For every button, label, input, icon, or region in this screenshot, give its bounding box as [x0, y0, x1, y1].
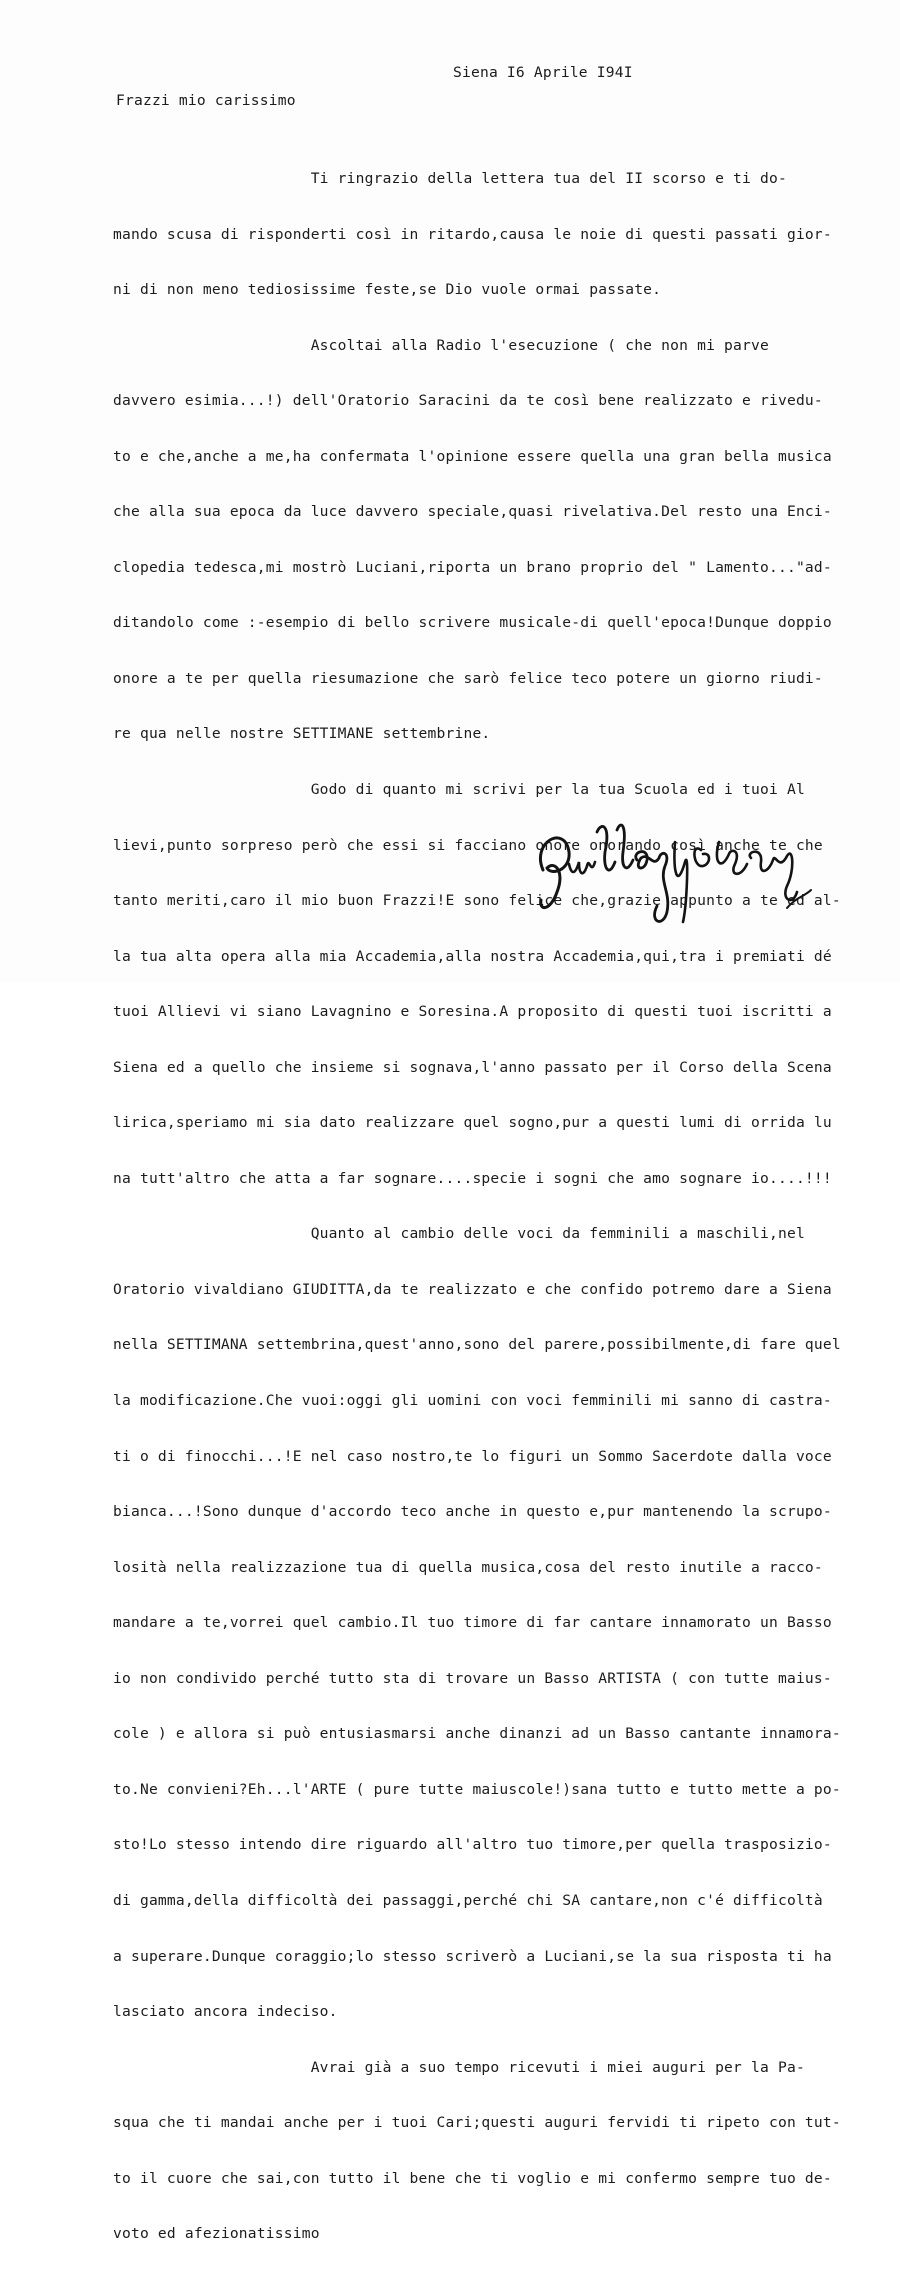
letter-body: [113, 134, 893, 2279]
letter-line: che alla sua epoca da luce davvero speciale,quasi rivelativa.Del resto una Enci-: [113, 503, 832, 521]
letter-date: Siena I6 Aprile I94I: [453, 64, 633, 81]
letter-line: di gamma,della difficoltà dei passaggi,perché chi SA cantare,non c'é difficoltà: [113, 1891, 823, 1909]
letter-line: Oratorio vivaldiano GIUDITTA,da te realizzato e che confido potremo dare a Siena: [113, 1280, 832, 1298]
letter-line: a superare.Dunque coraggio;lo stesso scriverò a Luciani,se la sua risposta ti ha: [113, 1947, 832, 1965]
letter-line: io non condivido perché tutto sta di trovare un Basso ARTISTA ( con tutte maius-: [113, 1669, 832, 1687]
letter-line: davvero esimia...!) dell'Oratorio Saracini da te così bene realizzato e rivedu-: [113, 392, 823, 410]
letter-line: cole ) e allora si può entusiasmarsi anche dinanzi ad un Basso cantante innamora-: [113, 1725, 841, 1743]
letter-line: ni di non meno tediosissime feste,se Dio vuole ormai passate.: [113, 281, 662, 299]
letter-line: lievi,punto sorpreso però che essi si facciano onore onorando così anche te che: [113, 836, 823, 854]
letter-line: la modificazione.Che vuoi:oggi gli uomini con voci femminili mi sanno di castra-: [113, 1392, 832, 1410]
letter-line: tuoi Allievi vi siano Lavagnino e Soresina.A proposito di questi tuoi iscritti a: [113, 1003, 832, 1021]
letter-line: Avrai già a suo tempo ricevuti i miei auguri per la Pa-: [113, 2058, 805, 2076]
letter-line: squa che ti mandai anche per i tuoi Cari;questi auguri fervidi ti ripeto con tut-: [113, 2114, 841, 2132]
letter-line: to.Ne convieni?Eh...l'ARTE ( pure tutte maiuscole!)sana tutto e tutto mette a po-: [113, 1780, 841, 1798]
letter-salutation: Frazzi mio carissimo: [116, 92, 296, 109]
letter-line: clopedia tedesca,mi mostrò Luciani,riporta un brano proprio del " Lamento..."ad-: [113, 558, 832, 576]
letter-line: bianca...!Sono dunque d'accordo teco anche in questo e,pur mantenendo la scrupo-: [113, 1503, 832, 1521]
letter-line: Siena ed a quello che insieme si sognava,l'anno passato per il Corso della Scena: [113, 1058, 832, 1076]
letter-line: nella SETTIMANA settembrina,quest'anno,sono del parere,possibilmente,di fare quel: [113, 1336, 841, 1354]
letter-line: na tutt'altro che atta a far sognare....specie i sogni che amo sognare io....!!!: [113, 1169, 832, 1187]
letter-line: lasciato ancora indeciso.: [113, 2003, 338, 2021]
letter-line: re qua nelle nostre SETTIMANE settembrine.: [113, 725, 491, 743]
handwritten-signature: [525, 812, 825, 947]
letter-line: lirica,speriamo mi sia dato realizzare quel sogno,pur a questi lumi di orrida lu: [113, 1114, 832, 1132]
letter-line: Godo di quanto mi scrivi per la tua Scuola ed i tuoi Al: [113, 781, 805, 799]
letter-line: Ascoltai alla Radio l'esecuzione ( che non mi parve: [113, 336, 769, 354]
letter-line: la tua alta opera alla mia Accademia,alla nostra Accademia,qui,tra i premiati dé: [113, 947, 832, 965]
letter-line: ti o di finocchi...!E nel caso nostro,te lo figuri un Sommo Sacerdote dalla voce: [113, 1447, 832, 1465]
letter-line: sto!Lo stesso intendo dire riguardo all'altro tuo timore,per quella trasposizio-: [113, 1836, 832, 1854]
letter-line: Ti ringrazio della lettera tua del II scorso e ti do-: [113, 170, 787, 187]
letter-line: mandare a te,vorrei quel cambio.Il tuo timore di far cantare innamorato un Basso: [113, 1614, 832, 1632]
letter-line: to il cuore che sai,con tutto il bene che ti voglio e mi confermo sempre tuo de-: [113, 2169, 832, 2187]
letter-line: ditandolo come :-esempio di bello scrivere musicale-di quell'epoca!Dunque doppio: [113, 614, 832, 632]
letter-line: Quanto al cambio delle voci da femminili a maschili,nel: [113, 1225, 805, 1243]
letter-line: to e che,anche a me,ha confermata l'opinione essere quella una gran bella musica: [113, 447, 832, 465]
letter-line: onore a te per quella riesumazione che sarò felice teco potere un giorno riudi-: [113, 669, 823, 687]
letter-line: mando scusa di risponderti così in ritardo,causa le noie di questi passati gior-: [113, 225, 832, 243]
letter-line: losità nella realizzazione tua di quella musica,cosa del resto inutile a racco-: [113, 1558, 823, 1576]
letter-line: tanto meriti,caro il mio buon Frazzi!E sono felice che,grazie appunto a te ed al-: [113, 892, 841, 910]
letter-line: voto ed afezionatissimo: [113, 2225, 320, 2243]
